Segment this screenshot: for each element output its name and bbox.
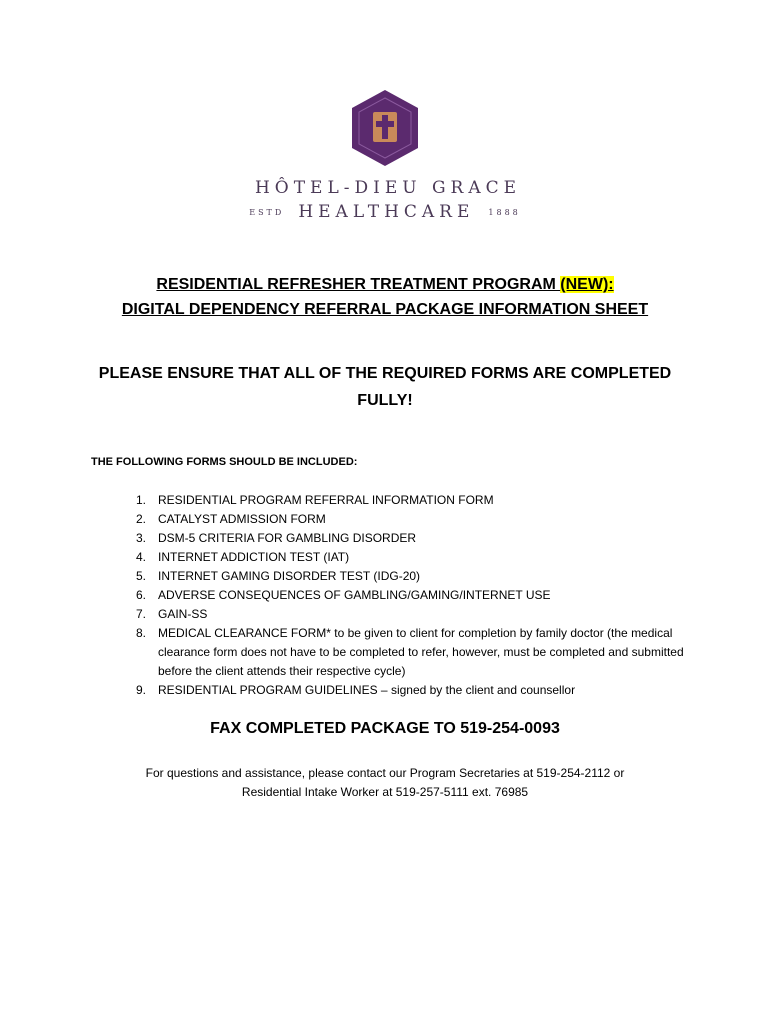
list-item: 4. INTERNET ADDICTION TEST (IAT)	[136, 550, 350, 564]
logo-subtitle	[0, 202, 770, 222]
list-item: 8. MEDICAL CLEARANCE FORM* to be given to client for completion by family doctor (the medical clearance form does not have to be completed to refer, however, must be completed and submitted before the client attends their respective cycle)	[136, 626, 684, 678]
hotel-dieu-grace-logo	[0, 88, 770, 222]
logo-year: 1888	[488, 207, 521, 217]
hexagon-cross-logo-icon	[349, 88, 421, 168]
forms-heading: THE FOLLOWING FORMS SHOULD BE INCLUDED:	[91, 456, 358, 468]
list-item: 7. GAIN-SS	[136, 607, 208, 621]
ensure-line-1: PLEASE ENSURE THAT ALL OF THE REQUIRED FORMS ARE COMPLETED	[98, 365, 672, 382]
list-item: 9. RESIDENTIAL PROGRAM GUIDELINES – signed by the client and counsellor	[136, 683, 576, 697]
list-item: 5. INTERNET GAMING DISORDER TEST (IDG-20)	[136, 569, 421, 583]
fax-instruction: FAX COMPLETED PACKAGE TO 519-254-0093	[210, 720, 560, 737]
logo-name: HÔTEL-DIEU GRACE	[254, 178, 522, 198]
forms-list	[130, 491, 690, 700]
contact-line-2: Residential Intake Worker at 519-257-5111 ext. 76985	[241, 785, 529, 799]
title-line-1-main: RESIDENTIAL REFRESHER TREATMENT PROGRAM	[156, 276, 561, 293]
ensure-notice	[60, 360, 710, 414]
title-line-2: DIGITAL DEPENDENCY REFERRAL PACKAGE INFORMATION SHEET	[121, 301, 649, 318]
title-new-highlight: (NEW):	[560, 276, 614, 293]
contact-line-1: For questions and assistance, please contact our Program Secretaries at 519-254-2112 or	[145, 766, 625, 780]
logo-estd: ESTD	[249, 207, 285, 217]
contact-info	[90, 764, 680, 802]
list-item: 2. CATALYST ADMISSION FORM	[136, 512, 326, 526]
page-title	[0, 272, 770, 322]
logo-healthcare: HEALTHCARE	[298, 202, 475, 222]
list-item: 1. RESIDENTIAL PROGRAM REFERRAL INFORMATION FORM	[136, 493, 494, 507]
ensure-line-2: FULLY!	[357, 392, 413, 409]
title-line-1	[0, 272, 770, 297]
list-item: 6. ADVERSE CONSEQUENCES OF GAMBLING/GAMING/INTERNET USE	[136, 588, 551, 602]
list-item: 3. DSM-5 CRITERIA FOR GAMBLING DISORDER	[136, 531, 417, 545]
